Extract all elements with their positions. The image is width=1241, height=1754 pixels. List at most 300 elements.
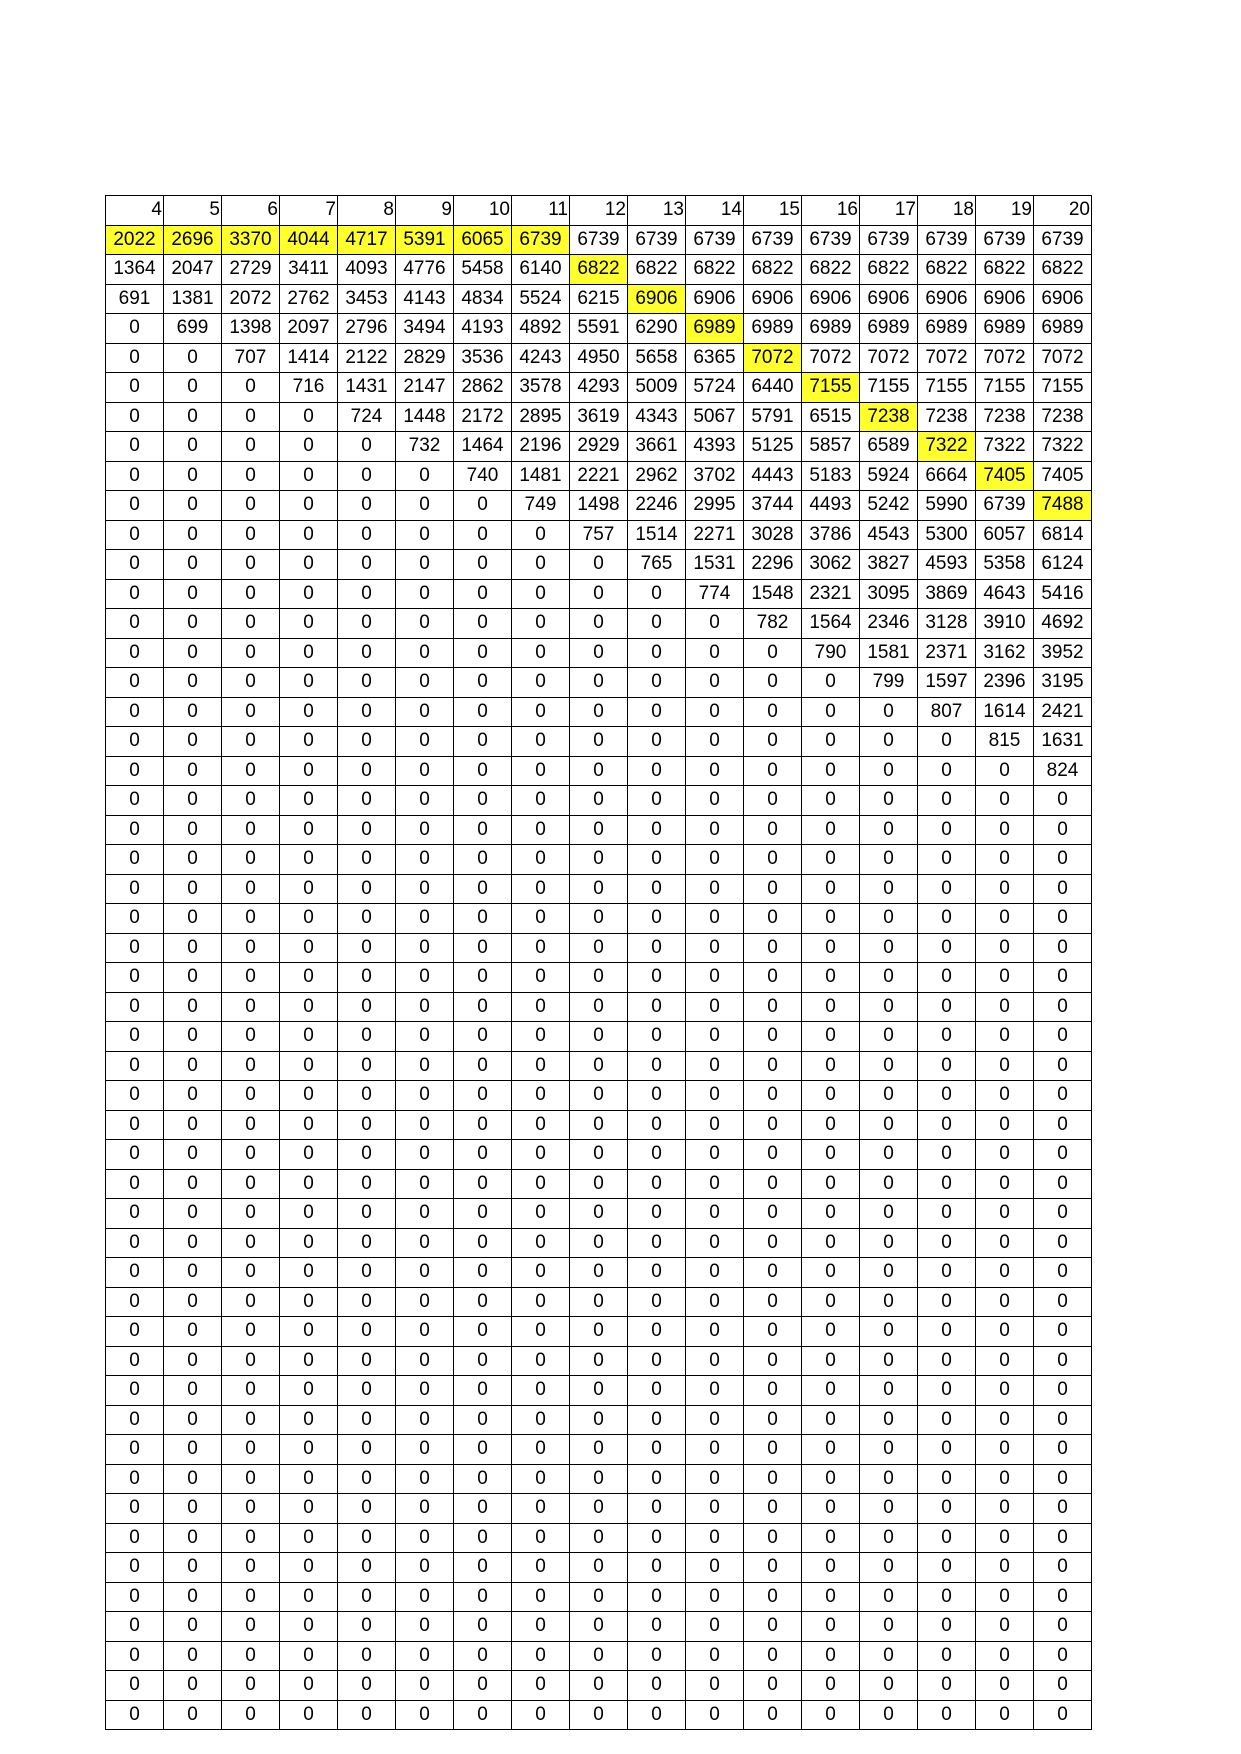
table-cell: 1614	[976, 697, 1034, 727]
table-cell: 0	[164, 1553, 222, 1583]
table-cell: 0	[454, 1376, 512, 1406]
table-cell: 0	[222, 786, 280, 816]
table-cell: 6739	[860, 225, 918, 255]
table-cell: 0	[802, 1582, 860, 1612]
table-cell: 0	[454, 815, 512, 845]
table-cell: 0	[338, 1228, 396, 1258]
table-cell: 0	[628, 1671, 686, 1701]
table-cell: 0	[454, 550, 512, 580]
table-cell: 0	[628, 1464, 686, 1494]
table-cell: 4493	[802, 491, 860, 521]
table-cell: 6739	[628, 225, 686, 255]
table-cell: 0	[570, 1523, 628, 1553]
table-cell: 7072	[802, 343, 860, 373]
table-cell: 0	[628, 1287, 686, 1317]
table-cell: 0	[570, 1110, 628, 1140]
table-cell: 0	[860, 1405, 918, 1435]
table-cell: 0	[570, 727, 628, 757]
table-cell: 0	[1034, 904, 1092, 934]
table-cell: 2829	[396, 343, 454, 373]
table-cell: 0	[570, 1140, 628, 1170]
table-cell: 0	[628, 1553, 686, 1583]
table-cell: 0	[338, 1022, 396, 1052]
table-cell: 0	[164, 343, 222, 373]
table-cell: 4543	[860, 520, 918, 550]
table-cell: 0	[1034, 1494, 1092, 1524]
table-cell: 0	[802, 786, 860, 816]
table-cell: 2072	[222, 284, 280, 314]
table-cell: 0	[802, 1022, 860, 1052]
table-cell: 0	[454, 1346, 512, 1376]
table-cell: 3195	[1034, 668, 1092, 698]
table-cell: 0	[106, 815, 164, 845]
table-cell: 0	[396, 1405, 454, 1435]
column-header: 6	[222, 196, 280, 226]
table-cell: 0	[918, 727, 976, 757]
table-row	[106, 1140, 1092, 1170]
table-cell: 0	[860, 1612, 918, 1642]
table-cell: 0	[976, 815, 1034, 845]
table-cell: 0	[338, 461, 396, 491]
table-cell: 6989	[744, 314, 802, 344]
table-row	[106, 845, 1092, 875]
table-cell: 0	[686, 1671, 744, 1701]
column-header: 13	[628, 196, 686, 226]
table-cell: 0	[570, 1405, 628, 1435]
table-cell: 0	[164, 727, 222, 757]
table-cell: 1631	[1034, 727, 1092, 757]
table-cell: 0	[918, 1287, 976, 1317]
table-cell: 0	[918, 1700, 976, 1730]
table-cell: 0	[222, 697, 280, 727]
table-cell: 0	[280, 1169, 338, 1199]
table-cell: 0	[1034, 1346, 1092, 1376]
table-cell: 0	[280, 1435, 338, 1465]
table-cell: 0	[396, 491, 454, 521]
table-cell: 0	[454, 1553, 512, 1583]
table-cell: 0	[396, 1081, 454, 1111]
table-cell: 0	[106, 432, 164, 462]
table-cell: 0	[628, 1199, 686, 1229]
table-cell: 0	[396, 1199, 454, 1229]
table-cell: 2246	[628, 491, 686, 521]
table-cell: 0	[164, 1641, 222, 1671]
table-cell: 0	[396, 1671, 454, 1701]
table-cell: 6989	[802, 314, 860, 344]
table-cell: 0	[570, 815, 628, 845]
table-row	[106, 491, 1092, 521]
table-cell: 0	[222, 1464, 280, 1494]
table-row	[106, 343, 1092, 373]
table-cell: 0	[570, 963, 628, 993]
table-cell: 0	[860, 874, 918, 904]
table-cell: 0	[338, 727, 396, 757]
table-cell: 0	[106, 520, 164, 550]
table-cell: 4243	[512, 343, 570, 373]
table-cell: 2962	[628, 461, 686, 491]
table-row	[106, 1700, 1092, 1730]
table-cell: 0	[628, 668, 686, 698]
table-cell: 4143	[396, 284, 454, 314]
table-cell: 5524	[512, 284, 570, 314]
table-cell: 0	[512, 756, 570, 786]
table-cell: 0	[106, 756, 164, 786]
table-cell: 0	[570, 1435, 628, 1465]
table-cell: 0	[686, 1228, 744, 1258]
table-cell: 2929	[570, 432, 628, 462]
table-cell: 0	[918, 1317, 976, 1347]
table-cell: 0	[396, 992, 454, 1022]
table-cell: 7405	[1034, 461, 1092, 491]
table-cell: 0	[106, 933, 164, 963]
table-cell: 0	[512, 579, 570, 609]
table-cell: 0	[222, 1405, 280, 1435]
table-cell: 0	[280, 1140, 338, 1170]
table-cell: 0	[396, 756, 454, 786]
table-cell: 0	[106, 1228, 164, 1258]
table-cell: 5242	[860, 491, 918, 521]
column-header: 7	[280, 196, 338, 226]
table-cell: 0	[976, 845, 1034, 875]
table-cell: 0	[512, 1199, 570, 1229]
table-cell: 0	[860, 963, 918, 993]
table-cell: 0	[106, 1081, 164, 1111]
table-cell: 0	[454, 904, 512, 934]
table-cell: 0	[860, 1376, 918, 1406]
table-cell: 0	[976, 1081, 1034, 1111]
table-cell: 0	[106, 1671, 164, 1701]
table-cell: 0	[1034, 845, 1092, 875]
table-cell: 0	[1034, 1700, 1092, 1730]
table-cell: 0	[106, 609, 164, 639]
table-cell: 0	[280, 1553, 338, 1583]
table-body	[106, 225, 1092, 1730]
table-cell: 0	[570, 1169, 628, 1199]
table-row	[106, 255, 1092, 285]
column-header: 18	[918, 196, 976, 226]
table-cell: 6989	[918, 314, 976, 344]
column-header: 20	[1034, 196, 1092, 226]
table-cell: 0	[570, 933, 628, 963]
table-cell: 0	[744, 1169, 802, 1199]
table-cell: 0	[280, 1081, 338, 1111]
table-cell: 6739	[976, 225, 1034, 255]
table-cell: 0	[454, 697, 512, 727]
table-cell: 0	[686, 1346, 744, 1376]
table-cell: 0	[976, 1022, 1034, 1052]
table-cell: 2196	[512, 432, 570, 462]
table-cell: 0	[222, 904, 280, 934]
table-cell: 0	[802, 1700, 860, 1730]
table-cell: 7072	[1034, 343, 1092, 373]
table-cell: 2371	[918, 638, 976, 668]
table-cell: 0	[744, 668, 802, 698]
table-cell: 0	[280, 815, 338, 845]
table-cell: 0	[106, 1464, 164, 1494]
table-cell: 6989	[1034, 314, 1092, 344]
table-cell: 0	[512, 609, 570, 639]
table-cell: 0	[802, 1287, 860, 1317]
table-cell: 0	[396, 461, 454, 491]
table-cell: 0	[222, 1612, 280, 1642]
table-cell: 0	[628, 756, 686, 786]
table-cell: 6822	[628, 255, 686, 285]
table-cell: 0	[744, 1346, 802, 1376]
table-cell: 7322	[976, 432, 1034, 462]
table-cell: 0	[164, 1464, 222, 1494]
table-cell: 0	[976, 1641, 1034, 1671]
table-cell: 3536	[454, 343, 512, 373]
table-row	[106, 520, 1092, 550]
table-cell: 5857	[802, 432, 860, 462]
table-cell: 0	[976, 904, 1034, 934]
table-cell: 0	[860, 1022, 918, 1052]
table-cell: 0	[686, 1700, 744, 1730]
table-cell: 0	[338, 1346, 396, 1376]
table-cell: 0	[860, 992, 918, 1022]
table-cell: 0	[628, 904, 686, 934]
table-cell: 0	[802, 1523, 860, 1553]
table-cell: 0	[106, 668, 164, 698]
table-cell: 1364	[106, 255, 164, 285]
table-cell: 0	[106, 550, 164, 580]
table-cell: 0	[628, 1110, 686, 1140]
table-cell: 0	[918, 1612, 976, 1642]
table-cell: 7238	[860, 402, 918, 432]
table-cell: 0	[628, 1582, 686, 1612]
table-cell: 0	[338, 550, 396, 580]
table-cell: 2097	[280, 314, 338, 344]
table-cell: 0	[454, 1582, 512, 1612]
table-cell: 0	[222, 815, 280, 845]
table-cell: 0	[222, 727, 280, 757]
table-cell: 0	[222, 1258, 280, 1288]
table-cell: 4643	[976, 579, 1034, 609]
table-cell: 0	[918, 1671, 976, 1701]
table-cell: 0	[1034, 1022, 1092, 1052]
table-cell: 6739	[570, 225, 628, 255]
table-cell: 5458	[454, 255, 512, 285]
table-cell: 0	[512, 1169, 570, 1199]
table-cell: 0	[280, 461, 338, 491]
table-cell: 0	[164, 1081, 222, 1111]
table-cell: 2995	[686, 491, 744, 521]
table-cell: 0	[976, 933, 1034, 963]
table-cell: 6440	[744, 373, 802, 403]
table-cell: 6822	[918, 255, 976, 285]
table-cell: 6822	[860, 255, 918, 285]
table-cell: 0	[222, 933, 280, 963]
table-row	[106, 963, 1092, 993]
table-cell: 0	[396, 933, 454, 963]
table-cell: 0	[338, 1051, 396, 1081]
table-cell: 5125	[744, 432, 802, 462]
table-cell: 691	[106, 284, 164, 314]
table-row	[106, 904, 1092, 934]
table-cell: 0	[396, 1317, 454, 1347]
table-cell: 0	[512, 727, 570, 757]
table-cell: 0	[338, 756, 396, 786]
table-cell: 0	[802, 1317, 860, 1347]
table-cell: 799	[860, 668, 918, 698]
table-cell: 0	[106, 1258, 164, 1288]
table-cell: 6739	[686, 225, 744, 255]
table-cell: 0	[106, 579, 164, 609]
table-cell: 0	[338, 638, 396, 668]
table-cell: 0	[686, 668, 744, 698]
table-cell: 4093	[338, 255, 396, 285]
table-cell: 6822	[686, 255, 744, 285]
table-cell: 0	[106, 1287, 164, 1317]
table-cell: 0	[396, 1376, 454, 1406]
table-cell: 0	[860, 1582, 918, 1612]
table-cell: 0	[918, 992, 976, 1022]
table-cell: 0	[570, 786, 628, 816]
table-cell: 0	[860, 786, 918, 816]
table-cell: 0	[280, 845, 338, 875]
table-cell: 0	[686, 815, 744, 845]
table-cell: 2421	[1034, 697, 1092, 727]
table-cell: 0	[396, 1553, 454, 1583]
table-cell: 0	[454, 963, 512, 993]
table-cell: 790	[802, 638, 860, 668]
table-cell: 0	[686, 1553, 744, 1583]
table-cell: 0	[628, 1051, 686, 1081]
table-cell: 0	[1034, 1317, 1092, 1347]
table-cell: 724	[338, 402, 396, 432]
table-cell: 0	[918, 1199, 976, 1229]
table-cell: 0	[106, 1199, 164, 1229]
table-row	[106, 815, 1092, 845]
table-cell: 0	[106, 461, 164, 491]
table-cell: 0	[164, 1376, 222, 1406]
table-cell: 0	[454, 668, 512, 698]
table-cell: 0	[976, 1346, 1034, 1376]
table-cell: 0	[1034, 992, 1092, 1022]
table-cell: 2321	[802, 579, 860, 609]
table-cell: 0	[280, 1523, 338, 1553]
table-cell: 0	[802, 815, 860, 845]
table-cell: 0	[628, 1376, 686, 1406]
table-cell: 1464	[454, 432, 512, 462]
table-row	[106, 432, 1092, 462]
table-cell: 0	[396, 520, 454, 550]
table-cell: 0	[454, 609, 512, 639]
table-cell: 0	[512, 520, 570, 550]
table-cell: 0	[918, 1582, 976, 1612]
table-cell: 0	[918, 1140, 976, 1170]
table-cell: 0	[222, 1199, 280, 1229]
table-row	[106, 1110, 1092, 1140]
table-cell: 2172	[454, 402, 512, 432]
table-cell: 5067	[686, 402, 744, 432]
table-cell: 0	[686, 1287, 744, 1317]
table-cell: 0	[454, 1169, 512, 1199]
table-cell: 0	[222, 550, 280, 580]
table-cell: 0	[338, 1582, 396, 1612]
table-cell: 0	[396, 697, 454, 727]
table-cell: 0	[280, 432, 338, 462]
table-cell: 0	[628, 933, 686, 963]
table-cell: 0	[570, 1582, 628, 1612]
table-cell: 0	[570, 1612, 628, 1642]
table-cell: 0	[164, 1405, 222, 1435]
table-cell: 0	[628, 1317, 686, 1347]
table-cell: 0	[454, 1287, 512, 1317]
table-cell: 0	[860, 845, 918, 875]
table-cell: 0	[570, 609, 628, 639]
table-cell: 0	[1034, 1228, 1092, 1258]
table-cell: 0	[396, 1346, 454, 1376]
table-cell: 0	[744, 1582, 802, 1612]
table-cell: 0	[106, 1553, 164, 1583]
table-cell: 0	[222, 1641, 280, 1671]
table-cell: 0	[976, 1110, 1034, 1140]
table-cell: 699	[164, 314, 222, 344]
table-cell: 3494	[396, 314, 454, 344]
table-cell: 0	[570, 904, 628, 934]
table-cell: 0	[744, 1435, 802, 1465]
table-cell: 0	[106, 727, 164, 757]
table-cell: 0	[164, 1612, 222, 1642]
table-cell: 0	[570, 1258, 628, 1288]
table-row	[106, 756, 1092, 786]
table-cell: 0	[396, 904, 454, 934]
table-cell: 0	[976, 756, 1034, 786]
table-row	[106, 579, 1092, 609]
table-cell: 0	[1034, 1376, 1092, 1406]
table-cell: 0	[512, 1612, 570, 1642]
table-cell: 0	[686, 1317, 744, 1347]
table-cell: 3744	[744, 491, 802, 521]
table-cell: 0	[338, 1110, 396, 1140]
table-cell: 2396	[976, 668, 1034, 698]
table-cell: 0	[164, 579, 222, 609]
table-cell: 0	[222, 1346, 280, 1376]
table-cell: 0	[918, 933, 976, 963]
table-cell: 0	[106, 1494, 164, 1524]
table-cell: 2022	[106, 225, 164, 255]
table-cell: 0	[512, 697, 570, 727]
table-cell: 0	[512, 1140, 570, 1170]
table-row	[106, 1317, 1092, 1347]
table-cell: 0	[976, 1435, 1034, 1465]
table-cell: 0	[976, 1199, 1034, 1229]
table-cell: 0	[802, 1612, 860, 1642]
table-cell: 0	[628, 697, 686, 727]
table-cell: 0	[512, 1523, 570, 1553]
table-cell: 0	[802, 668, 860, 698]
table-cell: 0	[918, 1346, 976, 1376]
table-cell: 0	[280, 1671, 338, 1701]
table-cell: 0	[338, 1523, 396, 1553]
table-cell: 2696	[164, 225, 222, 255]
table-row	[106, 1494, 1092, 1524]
table-cell: 0	[918, 1435, 976, 1465]
table-cell: 0	[1034, 1435, 1092, 1465]
table-cell: 0	[164, 1258, 222, 1288]
table-cell: 3370	[222, 225, 280, 255]
table-cell: 0	[280, 904, 338, 934]
table-cell: 0	[280, 550, 338, 580]
table-cell: 0	[512, 1553, 570, 1583]
table-cell: 7488	[1034, 491, 1092, 521]
table-cell: 0	[802, 1228, 860, 1258]
table-cell: 3062	[802, 550, 860, 580]
table-cell: 0	[628, 1081, 686, 1111]
table-cell: 6906	[802, 284, 860, 314]
table-cell: 6739	[512, 225, 570, 255]
